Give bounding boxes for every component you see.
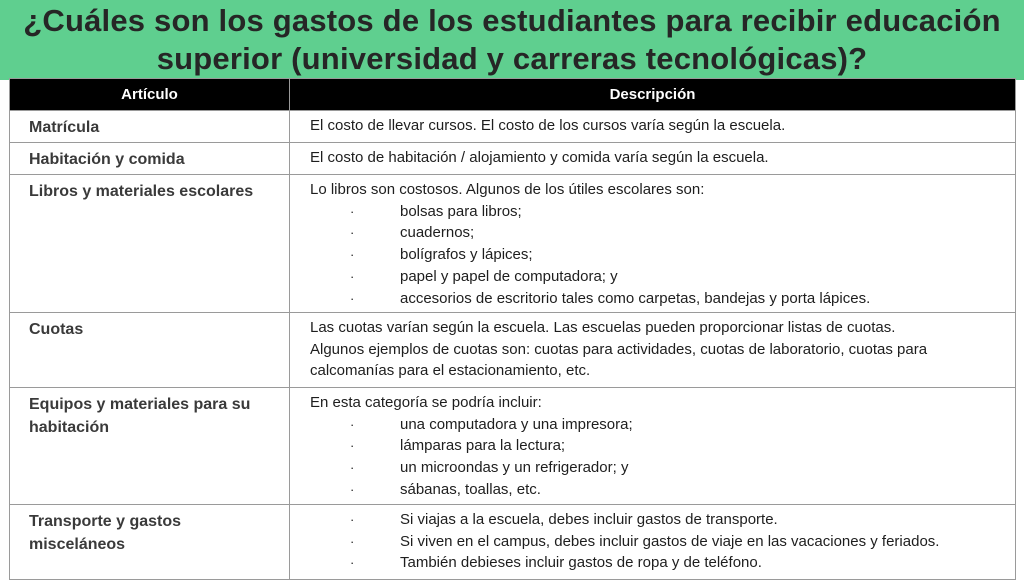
table-row xyxy=(10,388,1016,505)
bullet-item xyxy=(310,509,1007,531)
table-header-row xyxy=(10,79,1016,111)
bullet-text: bolsas para libros; xyxy=(400,202,522,220)
bullet-dot-icon: · xyxy=(350,555,355,571)
column-header-description: Descripción xyxy=(290,79,1016,111)
row-item-label: Habitación y comida xyxy=(10,143,290,175)
bullet-text: También debieses incluir gastos de ropa y de teléfono. xyxy=(400,554,762,572)
bullet-text: Si viajas a la escuela, debes incluir gastos de transporte. xyxy=(400,511,778,528)
bullet-text: cuadernos; xyxy=(400,224,475,242)
table-row xyxy=(10,313,1016,388)
bullet-dot-icon: · xyxy=(350,533,355,549)
bullet-dot-icon: · xyxy=(350,225,355,241)
description-line: Las cuotas varían según la escuela. Las escuelas pueden proporcionar listas de cuotas. xyxy=(310,319,896,336)
table-row xyxy=(10,143,1016,175)
expenses-table xyxy=(9,78,1016,580)
row-item-label: Matrícula xyxy=(10,111,290,143)
title-banner xyxy=(0,0,1024,80)
bullet-dot-icon: · xyxy=(350,481,355,497)
bullet-item xyxy=(310,244,1007,266)
bullet-dot-icon: · xyxy=(350,203,355,219)
bullet-text: sábanas, toallas, etc. xyxy=(400,480,541,498)
row-description xyxy=(290,111,1016,143)
bullet-item xyxy=(310,222,1007,244)
bullet-dot-icon: · xyxy=(350,247,355,263)
row-item-label: Cuotas xyxy=(10,313,290,388)
bullet-text: Si viven en el campus, debes incluir gastos de viaje en las vacaciones y feriados. xyxy=(400,532,940,550)
bullet-dot-icon: · xyxy=(350,460,355,476)
bullet-item xyxy=(310,457,1007,479)
description-line: calcomanías para el estacionamiento, etc. xyxy=(310,362,591,380)
bullet-text: bolígrafos y lápices; xyxy=(400,246,533,264)
table-row xyxy=(10,505,1016,580)
column-header-item: Artículo xyxy=(10,79,290,111)
bullet-item xyxy=(310,479,1007,501)
description-line: En esta categoría se podría incluir: xyxy=(310,394,542,411)
row-item-label: Libros y materiales escolares xyxy=(10,175,290,313)
bullet-item xyxy=(310,435,1007,457)
description-line: El costo de llevar cursos. El costo de los cursos varía según la escuela. xyxy=(310,117,786,134)
row-description xyxy=(290,313,1016,388)
bullet-item xyxy=(310,531,1007,553)
bullet-item xyxy=(310,201,1007,223)
table-row xyxy=(10,111,1016,143)
row-description xyxy=(290,505,1016,580)
table-row xyxy=(10,175,1016,313)
bullet-dot-icon: · xyxy=(350,268,355,284)
bullet-item xyxy=(310,414,1007,436)
description-line: Algunos ejemplos de cuotas son: cuotas para actividades, cuotas de laboratorio, cuotas para xyxy=(310,340,928,358)
row-item-label: Transporte y gastos misceláneos xyxy=(10,505,290,580)
row-description xyxy=(290,143,1016,175)
description-line: Lo libros son costosos. Algunos de los útiles escolares son: xyxy=(310,181,705,198)
bullet-item xyxy=(310,288,1007,310)
bullet-dot-icon: · xyxy=(350,438,355,454)
row-item-label: Equipos y materiales para su habitación xyxy=(10,388,290,505)
bullet-text: accesorios de escritorio tales como carpetas, bandejas y porta lápices. xyxy=(400,289,871,307)
bullet-text: lámparas para la lectura; xyxy=(400,437,566,455)
row-description xyxy=(290,388,1016,505)
bullet-item xyxy=(310,552,1007,574)
bullet-dot-icon: · xyxy=(350,512,355,527)
bullet-dot-icon: · xyxy=(350,416,355,432)
description-line: El costo de habitación / alojamiento y comida varía según la escuela. xyxy=(310,149,769,166)
bullet-text: papel y papel de computadora; y xyxy=(400,267,618,285)
row-description xyxy=(290,175,1016,313)
bullet-dot-icon: · xyxy=(350,290,355,306)
bullet-text: una computadora y una impresora; xyxy=(400,415,633,433)
page-title: ¿Cuáles son los gastos de los estudiantes para recibir educación superior (universidad y carreras tecnológicas)? xyxy=(23,3,1001,76)
bullet-text: un microondas y un refrigerador; y xyxy=(400,459,629,477)
bullet-item xyxy=(310,266,1007,288)
